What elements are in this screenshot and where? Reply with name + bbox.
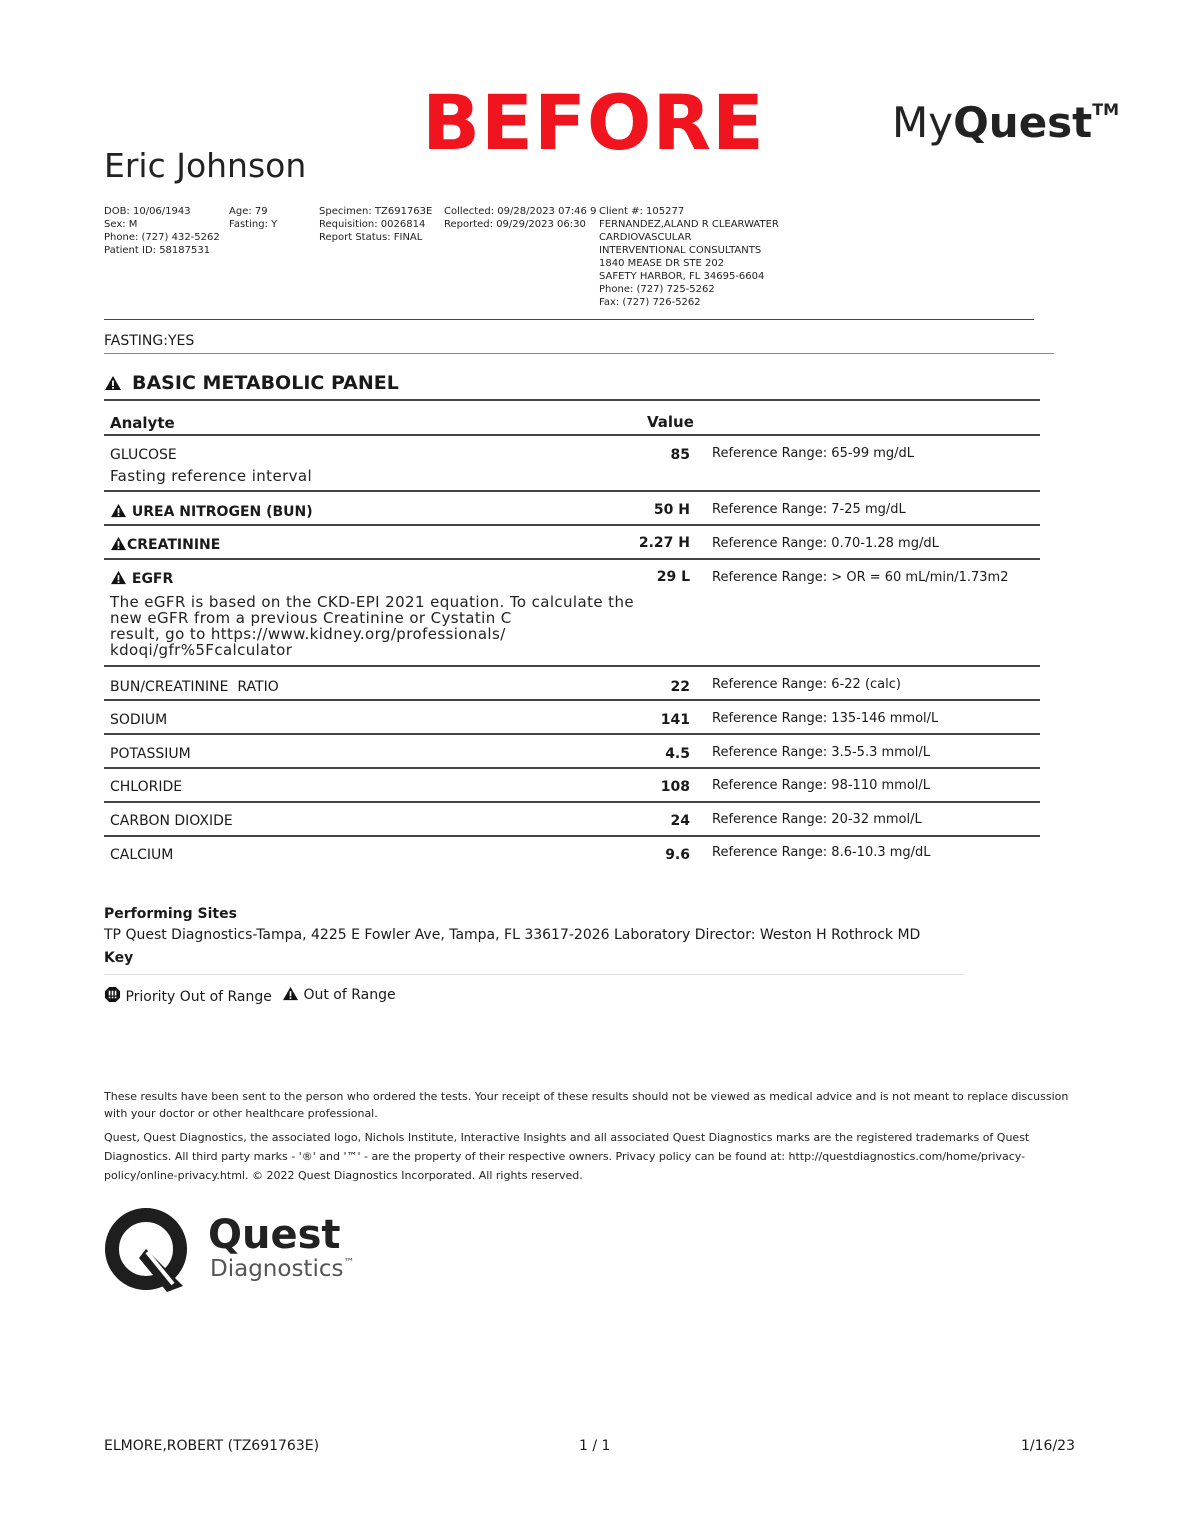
footer-patient: ELMORE,ROBERT (TZ691763E) xyxy=(104,1438,320,1454)
table-row xyxy=(104,560,1040,667)
analyte-value: 108 xyxy=(660,779,690,795)
specimen-info xyxy=(319,205,432,244)
analyte-note: Fasting reference interval xyxy=(110,467,313,485)
reference-range: Reference Range: 6-22 (calc) xyxy=(712,677,901,692)
table-row xyxy=(104,667,1040,701)
quest-logo-text: Quest xyxy=(208,1212,341,1258)
client-line: Phone: (727) 725-5262 xyxy=(599,284,715,295)
analyte-name-text: EGFR xyxy=(131,571,174,587)
analyte-name: SODIUM xyxy=(110,712,168,728)
analyte-name xyxy=(110,503,313,520)
panel-title-text: BASIC METABOLIC PANEL xyxy=(132,372,399,394)
analyte-name: POTASSIUM xyxy=(110,746,191,762)
reference-range: Reference Range: > OR = 60 mL/min/1.73m2 xyxy=(712,570,1009,585)
analyte-value: 4.5 xyxy=(665,746,690,762)
patient-sex: Sex: M xyxy=(104,219,138,230)
table-row xyxy=(104,701,1040,735)
client-info xyxy=(599,205,779,309)
myquest-my: My xyxy=(892,98,954,147)
myquest-quest: Quest xyxy=(953,98,1093,147)
warning-icon xyxy=(110,537,127,553)
reference-range: Reference Range: 135-146 mmol/L xyxy=(712,711,939,726)
patient-info xyxy=(104,205,220,257)
client-line: Fax: (727) 726-5262 xyxy=(599,297,701,308)
report-status: Report Status: FINAL xyxy=(319,232,423,243)
patient-phone: Phone: (727) 432-5262 xyxy=(104,232,220,243)
divider xyxy=(104,399,1040,401)
analyte-name: GLUCOSE xyxy=(110,447,177,463)
patient-dob: DOB: 10/06/1943 xyxy=(104,206,191,217)
table-row xyxy=(104,735,1040,769)
footer-date: 1/16/23 xyxy=(1021,1438,1075,1454)
analyte-name-text: CREATININE xyxy=(127,537,221,553)
reported: Reported: 09/29/2023 06:30 xyxy=(444,219,586,230)
performing-sites-text: TP Quest Diagnostics-Tampa, 4225 E Fowler Ave, Tampa, FL 33617-2026 Laboratory Director: Weston H Rothrock MD xyxy=(104,927,921,943)
warning-icon xyxy=(110,504,127,520)
client-line: Client #: 105277 xyxy=(599,206,685,217)
table-row xyxy=(104,803,1040,837)
analyte-value: 2.27 H xyxy=(638,535,690,551)
footer-page-number: 1 / 1 xyxy=(579,1438,611,1454)
priority-label: Priority Out of Range xyxy=(125,989,272,1005)
client-line: CARDIOVASCULAR xyxy=(599,232,692,243)
reference-range: Reference Range: 3.5-5.3 mmol/L xyxy=(712,745,930,760)
analyte-value: 29 L xyxy=(656,569,690,585)
key-out-of-range xyxy=(282,986,396,1003)
client-line: 1840 MEASE DR STE 202 xyxy=(599,258,725,269)
key-priority xyxy=(104,986,272,1005)
patient-fasting: Fasting: Y xyxy=(229,219,278,230)
collection-info xyxy=(444,205,596,231)
out-of-range-label: Out of Range xyxy=(303,987,396,1003)
patient-id: Patient ID: 58187531 xyxy=(104,245,211,256)
analyte-value: 9.6 xyxy=(665,847,690,863)
analyte-value: 22 xyxy=(670,679,690,695)
analyte-name-text: UREA NITROGEN (BUN) xyxy=(131,504,313,520)
divider xyxy=(104,319,1034,320)
warning-icon xyxy=(110,571,127,587)
disclaimer-1: These results have been sent to the person who ordered the tests. Your receipt of these results should not be viewed as medical advice and is not meant to replace discussion with your doctor or other healthcare professional. xyxy=(104,1090,1069,1120)
performing-sites-heading: Performing Sites xyxy=(104,906,237,922)
analyte-name: CARBON DIOXIDE xyxy=(110,813,233,829)
myquest-tm: TM xyxy=(1092,100,1120,119)
reference-range: Reference Range: 65-99 mg/dL xyxy=(712,446,915,461)
analyte-name: CHLORIDE xyxy=(110,779,183,795)
client-line: FERNANDEZ,ALAND R CLEARWATER xyxy=(599,219,779,230)
analyte-value: 141 xyxy=(660,712,690,728)
analyte-column-header: Analyte xyxy=(110,414,175,432)
fasting-line: FASTING:YES xyxy=(104,333,195,349)
quest-logo-tm: ™ xyxy=(343,1256,355,1269)
priority-icon xyxy=(104,989,121,1005)
patient-age: Age: 79 xyxy=(229,206,268,217)
analyte-name: CALCIUM xyxy=(110,847,174,863)
value-column-header: Value xyxy=(647,413,694,431)
disclaimer-2: Quest, Quest Diagnostics, the associated logo, Nichols Institute, Interactive Insights and all associated Quest Diagnostics marks are the registered trademarks of Quest Diagnostics. All third party marks - '®' and '™' - are the property of their respective owners. Privacy policy can be found at: http://questdiagnostics.com/home/privacy-policy/online-privacy.html. © 2022 Quest Diagnostics Incorporated. All rights reserved. xyxy=(104,1131,1030,1182)
table-row xyxy=(104,492,1040,526)
before-banner: BEFORE xyxy=(422,78,765,167)
collected: Collected: 09/28/2023 07:46 9 xyxy=(444,206,597,217)
analyte-value: 85 xyxy=(670,447,690,463)
divider xyxy=(104,974,964,975)
divider xyxy=(104,353,1054,354)
panel-title xyxy=(104,372,399,394)
note-line: new eGFR from a previous Creatinine or Cystatin C xyxy=(110,609,512,627)
quest-logo-subtext xyxy=(210,1256,354,1282)
table-row xyxy=(104,837,1040,869)
reference-range: Reference Range: 0.70-1.28 mg/dL xyxy=(712,536,939,551)
note-line: The eGFR is based on the CKD-EPI 2021 equation. To calculate the xyxy=(110,593,634,611)
warning-icon xyxy=(104,372,122,394)
warning-icon xyxy=(282,987,299,1003)
table-row xyxy=(104,526,1040,560)
patient-age-fasting xyxy=(229,205,277,231)
patient-name: Eric Johnson xyxy=(104,146,307,185)
note-line: result, go to https://www.kidney.org/professionals/ xyxy=(110,625,506,643)
analyte-name xyxy=(110,536,220,553)
client-line: SAFETY HARBOR, FL 34695-6604 xyxy=(599,271,765,282)
quest-logo-mark xyxy=(103,1206,189,1297)
analyte-value: 24 xyxy=(670,813,690,829)
reference-range: Reference Range: 7-25 mg/dL xyxy=(712,502,906,517)
reference-range: Reference Range: 20-32 mmol/L xyxy=(712,812,922,827)
requisition: Requisition: 0026814 xyxy=(319,219,426,230)
note-line: kdoqi/gfr%5Fcalculator xyxy=(110,641,293,659)
myquest-logo xyxy=(892,98,1119,147)
key-heading: Key xyxy=(104,950,134,966)
analyte-value: 50 H xyxy=(653,502,690,518)
client-line: INTERVENTIONAL CONSULTANTS xyxy=(599,245,762,256)
table-row xyxy=(104,436,1040,492)
egfr-note xyxy=(110,594,634,658)
quest-logo-diagnostics: Diagnostics xyxy=(210,1256,344,1282)
analyte-name: BUN/CREATININE RATIO xyxy=(110,679,279,695)
reference-range: Reference Range: 98-110 mmol/L xyxy=(712,778,931,793)
reference-range: Reference Range: 8.6-10.3 mg/dL xyxy=(712,845,931,860)
table-row xyxy=(104,769,1040,803)
analyte-name xyxy=(110,570,173,587)
specimen-id: Specimen: TZ691763E xyxy=(319,206,433,217)
